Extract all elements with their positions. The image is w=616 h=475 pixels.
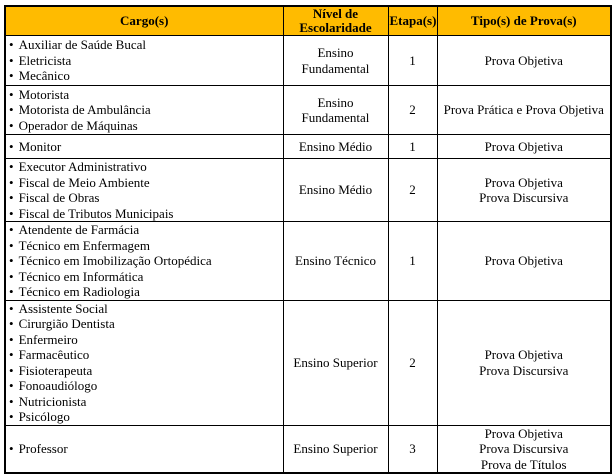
cargo-item — [9, 301, 280, 317]
prova-line: Prova Discursiva — [479, 441, 569, 456]
header-tipos-prova: Tipo(s) de Prova(s) — [437, 6, 611, 36]
cargo-item — [9, 378, 280, 394]
cargo-list — [9, 139, 280, 155]
cargos-cell — [5, 36, 283, 86]
cargo-list — [9, 87, 280, 134]
bullet-icon: • — [9, 159, 14, 174]
header-etapas: Etapa(s) — [388, 6, 437, 36]
cargo-label: Professor — [18, 441, 68, 456]
bullet-icon: • — [9, 284, 14, 299]
cargos-cell — [5, 425, 283, 473]
prova-line: Prova de Títulos — [480, 456, 567, 472]
bullet-icon: • — [9, 117, 14, 133]
cargo-item — [9, 118, 280, 134]
bullet-icon: • — [9, 253, 14, 268]
cargo-list — [9, 222, 280, 300]
table-header-row — [5, 6, 611, 36]
cargo-item — [9, 284, 280, 300]
cargo-item — [9, 190, 280, 206]
bullet-icon: • — [9, 409, 14, 424]
cargo-item — [9, 206, 280, 222]
cargo-label: Mecânico — [18, 68, 70, 84]
escolaridade-cell: Ensino Superior — [283, 300, 388, 425]
etapas-cell: 2 — [388, 86, 437, 135]
escolaridade-cell: Ensino Superior — [283, 425, 388, 473]
cargo-item — [9, 394, 280, 410]
table-row — [5, 222, 611, 301]
cargo-label: Monitor — [18, 138, 62, 154]
prova-line: Prova Objetiva — [484, 425, 563, 441]
cargo-label: Fiscal de Meio Ambiente — [18, 174, 150, 190]
header-cargos: Cargo(s) — [5, 6, 283, 36]
cargo-list — [9, 301, 280, 425]
cargos-cell — [5, 86, 283, 135]
cargo-label: Técnico em Enfermagem — [18, 237, 150, 253]
cargo-label: Motorista de Ambulância — [18, 102, 151, 118]
bullet-icon: • — [9, 190, 14, 205]
cargos-cell — [5, 135, 283, 159]
etapas-cell: 3 — [388, 425, 437, 473]
cargo-item — [9, 253, 280, 269]
cargo-list — [9, 159, 280, 221]
escolaridade-cell: Ensino Médio — [283, 159, 388, 222]
cargo-item — [9, 332, 280, 348]
cargo-label: Atendente de Farmácia — [18, 222, 140, 237]
bullet-icon: • — [9, 331, 14, 347]
provas-cell — [437, 36, 611, 86]
cargo-item — [9, 68, 280, 84]
etapas-cell: 2 — [388, 300, 437, 425]
bullet-icon: • — [9, 205, 14, 221]
cargo-label: Fiscal de Obras — [18, 190, 100, 205]
prova-line: Prova Objetiva — [484, 347, 563, 362]
bullet-icon: • — [9, 347, 14, 362]
prova-line: Prova Objetiva — [484, 138, 563, 154]
etapas-cell: 1 — [388, 36, 437, 86]
cargo-item — [9, 347, 280, 363]
cargo-label: Técnico em Imobilização Ortopédica — [18, 253, 212, 268]
cargo-item — [9, 269, 280, 285]
bullet-icon: • — [9, 237, 14, 253]
cargo-label: Nutricionista — [18, 393, 87, 409]
cargo-label: Auxiliar de Saúde Bucal — [18, 37, 146, 53]
bullet-icon: • — [9, 222, 14, 237]
prova-line: Prova Discursiva — [479, 190, 569, 205]
cargo-item — [9, 87, 280, 103]
etapas-cell: 2 — [388, 159, 437, 222]
bullet-icon: • — [9, 268, 14, 284]
bullet-icon: • — [9, 138, 14, 154]
bullet-icon: • — [9, 68, 14, 84]
escolaridade-cell: Ensino Fundamental — [283, 86, 388, 135]
cargo-label: Cirurgião Dentista — [18, 316, 115, 331]
cargo-label: Técnico em Informática — [18, 268, 144, 284]
cargo-label: Motorista — [18, 86, 70, 102]
prova-line: Prova Objetiva — [484, 253, 563, 268]
cargo-item — [9, 363, 280, 379]
bullet-icon: • — [9, 52, 14, 68]
cargo-item — [9, 316, 280, 332]
provas-cell — [437, 300, 611, 425]
table-row — [5, 159, 611, 222]
table-row — [5, 300, 611, 425]
provas-cell — [437, 86, 611, 135]
cargo-list — [9, 441, 280, 457]
cargo-item — [9, 37, 280, 53]
prova-line: Prova Discursiva — [479, 362, 569, 378]
bullet-icon: • — [9, 362, 14, 378]
cargos-cell — [5, 159, 283, 222]
escolaridade-cell: Ensino Médio — [283, 135, 388, 159]
escolaridade-cell: Ensino Fundamental — [283, 36, 388, 86]
table-body — [5, 36, 611, 474]
bullet-icon: • — [9, 316, 14, 331]
cargo-label: Assistente Social — [18, 300, 108, 316]
cargo-label: Eletricista — [18, 52, 72, 68]
cargo-item — [9, 53, 280, 69]
bullet-icon: • — [9, 102, 14, 118]
bullet-icon: • — [9, 393, 14, 409]
prova-line: Prova Prática e Prova Objetiva — [443, 102, 604, 118]
cargo-label: Técnico em Radiologia — [18, 284, 140, 299]
provas-cell — [437, 425, 611, 473]
bullet-icon: • — [9, 37, 14, 53]
cargo-label: Enfermeiro — [18, 331, 78, 347]
table-row — [5, 86, 611, 135]
bullet-icon: • — [9, 300, 14, 316]
etapas-cell: 1 — [388, 222, 437, 301]
table-row — [5, 36, 611, 86]
cargo-label: Fisioterapeuta — [18, 362, 93, 378]
cargo-item — [9, 222, 280, 238]
cargo-item — [9, 159, 280, 175]
cargo-label: Fiscal de Tributos Municipais — [18, 205, 174, 221]
cargo-list — [9, 37, 280, 84]
cargo-label: Farmacêutico — [18, 347, 90, 362]
etapas-cell: 1 — [388, 135, 437, 159]
table-row — [5, 135, 611, 159]
cargos-cell — [5, 300, 283, 425]
cargo-item — [9, 139, 280, 155]
prova-line: Prova Objetiva — [484, 52, 563, 68]
table-row — [5, 425, 611, 473]
bullet-icon: • — [9, 378, 14, 393]
provas-cell — [437, 135, 611, 159]
bullet-icon: • — [9, 441, 14, 456]
bullet-icon: • — [9, 86, 14, 102]
provas-cell — [437, 159, 611, 222]
bullet-icon: • — [9, 174, 14, 190]
cargo-label: Fonoaudiólogo — [18, 378, 98, 393]
cargo-item — [9, 175, 280, 191]
cargo-item — [9, 409, 280, 425]
cargo-item — [9, 102, 280, 118]
cargos-cell — [5, 222, 283, 301]
provas-cell — [437, 222, 611, 301]
cargo-item — [9, 441, 280, 457]
cargo-label: Operador de Máquinas — [18, 117, 138, 133]
escolaridade-cell: Ensino Técnico — [283, 222, 388, 301]
header-escolaridade: Nível de Escolaridade — [283, 6, 388, 36]
cargo-item — [9, 238, 280, 254]
cargo-label: Executor Administrativo — [18, 159, 147, 174]
prova-line: Prova Objetiva — [484, 174, 563, 190]
concurso-table — [4, 5, 612, 474]
cargo-label: Psicólogo — [18, 409, 70, 424]
